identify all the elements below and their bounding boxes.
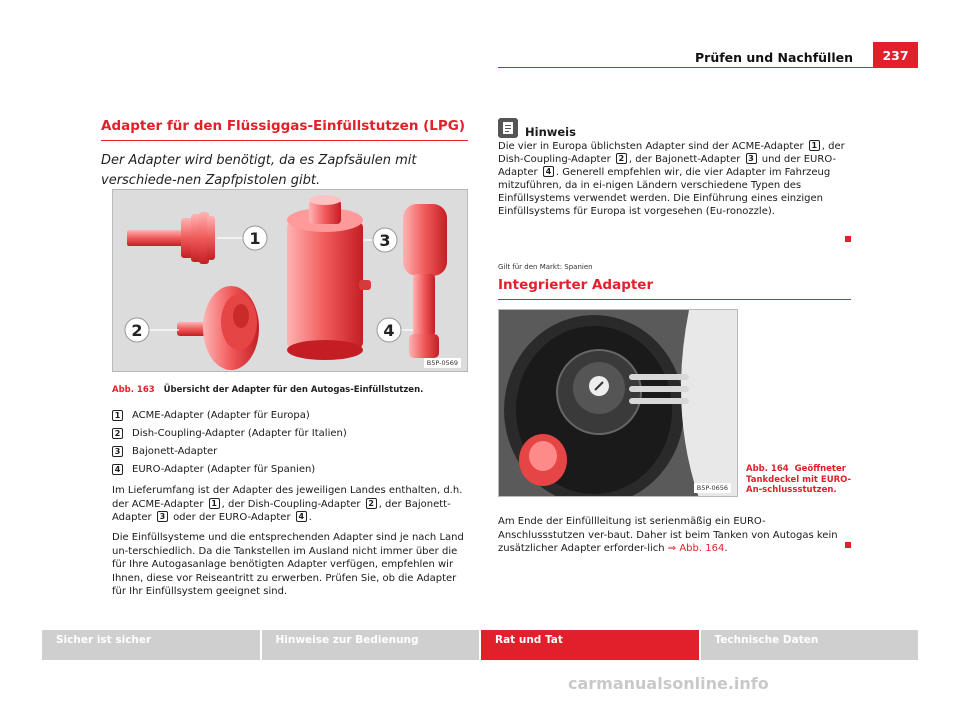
tab-technische-daten[interactable]: Technische Daten bbox=[701, 630, 919, 660]
paragraph-text: , der Bajonett-Adapter bbox=[112, 498, 451, 523]
tab-hinweise-zur-bedienung[interactable]: Hinweise zur Bedienung bbox=[262, 630, 480, 660]
hint-paragraph-text: , der Dish-Coupling-Adapter bbox=[498, 141, 845, 165]
info-hint-icon bbox=[498, 118, 518, 138]
watermark: carmanualsonline.info bbox=[568, 674, 769, 693]
list-item bbox=[112, 460, 468, 478]
fuel-door-illustration bbox=[499, 310, 738, 497]
dish-coupling-adapter-shape bbox=[177, 286, 259, 370]
adapters-illustration bbox=[113, 190, 468, 372]
hint-paragraph-text: Die vier in Europa üblichsten Adapter sind der ACME-Adapter bbox=[498, 141, 804, 152]
paragraph-text: , der Dish-Coupling-Adapter bbox=[221, 498, 361, 510]
figure-163-caption bbox=[112, 385, 468, 395]
inline-ref-badge: 3 bbox=[157, 511, 168, 522]
inline-ref-badge: 2 bbox=[616, 153, 627, 164]
list-item-text: EURO-Adapter (Adapter für Spanien) bbox=[132, 463, 316, 475]
running-title: Prüfen und Nachfüllen bbox=[695, 50, 853, 65]
callout-label-4: 4 bbox=[383, 321, 395, 340]
paragraph-text: . bbox=[308, 512, 312, 523]
paragraph-text: Im Lieferumfang ist der Adapter des jeweiligen Landes enthalten, d.h. der ACME-Adapter bbox=[112, 485, 463, 510]
hint-paragraph-text: und der EURO-Adapter bbox=[498, 154, 837, 178]
paragraph-integrated bbox=[498, 515, 851, 556]
list-number-badge: 2 bbox=[112, 428, 123, 439]
section-end-marker bbox=[845, 236, 851, 242]
section-end-marker bbox=[845, 542, 851, 548]
list-item bbox=[112, 442, 468, 460]
list-item-text: ACME-Adapter (Adapter für Europa) bbox=[132, 409, 310, 421]
lead-text: Der Adapter wird benötigt, da es Zapfsäulen mit verschiede-nen Zapfpistolen gibt. bbox=[101, 153, 417, 188]
list-number-badge: 3 bbox=[112, 446, 123, 457]
figure-164-fuel-door bbox=[498, 309, 738, 497]
page-number: 237 bbox=[873, 42, 918, 68]
callout-label-1: 1 bbox=[249, 229, 261, 248]
hint-paragraph-text: . Generell empfehlen wir, die vier Adapter im Fahrzeug mitzuführen, da in ei-nigen Ländern verschiedene Typen des Einfüllsystems verwendet werden. Die Einführung eines einzigen Einfüllsystems für Europa ist vorgesehen (Eu-ronozzle). bbox=[498, 167, 831, 217]
figure-caption-text: Geöffneter Tankdeckel mit EURO-An-schlussstutzen. bbox=[746, 464, 852, 495]
hint-title: Hinweis bbox=[525, 125, 576, 139]
list-item bbox=[112, 424, 468, 442]
callout-label-3: 3 bbox=[379, 231, 391, 250]
acme-adapter-shape bbox=[127, 212, 215, 264]
figure-code: B5P-0569 bbox=[424, 358, 461, 368]
paragraph-text: . bbox=[724, 543, 728, 554]
inline-ref-badge: 1 bbox=[809, 140, 820, 151]
inline-ref-badge: 4 bbox=[296, 511, 307, 522]
footer-tabs bbox=[42, 630, 918, 660]
header-rule bbox=[498, 67, 918, 68]
list-item bbox=[112, 406, 468, 424]
tab-sicher-ist-sicher[interactable]: Sicher ist sicher bbox=[42, 630, 260, 660]
euro-adapter-shape bbox=[403, 204, 447, 358]
figure-code: B5P-0656 bbox=[694, 483, 731, 493]
figure-number: Abb. 164 bbox=[746, 464, 789, 474]
hint-paragraph-text: , der Bajonett-Adapter bbox=[628, 154, 741, 165]
paragraph-delivery bbox=[112, 484, 468, 525]
inline-ref-badge: 3 bbox=[746, 153, 757, 164]
list-number-badge: 1 bbox=[112, 410, 123, 421]
section-title-adapter: Adapter für den Flüssiggas-Einfüllstutzen (LPG) bbox=[101, 118, 468, 141]
tab-rat-und-tat[interactable]: Rat und Tat bbox=[481, 630, 699, 660]
market-note: Gilt für den Markt: Spanien bbox=[498, 263, 593, 271]
figure-caption-text: Übersicht der Adapter für den Autogas-Einfüllstutzen. bbox=[163, 385, 424, 395]
callout-1 bbox=[217, 226, 267, 250]
figure-164-caption bbox=[746, 464, 856, 496]
adapter-list bbox=[112, 406, 468, 478]
bajonett-adapter-shape bbox=[287, 195, 371, 360]
figure-163-adapters bbox=[112, 189, 468, 372]
hint-text bbox=[498, 140, 851, 218]
figure-number: Abb. 163 bbox=[112, 385, 155, 395]
paragraph-text: Am Ende der Einfüllleitung ist serienmäßig ein EURO-Anschlussstutzen ver-baut. Daher ist beim Tanken von Autogas kein zusätzlicher Adapter erforder-lich bbox=[498, 516, 838, 554]
list-item-text: Dish-Coupling-Adapter (Adapter für Italien) bbox=[132, 427, 347, 439]
callout-2 bbox=[125, 318, 179, 342]
list-number-badge: 4 bbox=[112, 464, 123, 475]
inline-ref-badge: 2 bbox=[366, 498, 377, 509]
inline-ref-badge: 4 bbox=[543, 166, 554, 177]
list-item-text: Bajonett-Adapter bbox=[132, 445, 218, 457]
callout-4 bbox=[377, 318, 413, 342]
section-title-integrated-adapter: Integrierter Adapter bbox=[498, 277, 851, 300]
callout-label-2: 2 bbox=[131, 321, 143, 340]
inline-ref-badge: 1 bbox=[209, 498, 220, 509]
figure-164-link[interactable]: ⇒ Abb. 164 bbox=[667, 543, 725, 554]
paragraph-text: oder der EURO-Adapter bbox=[173, 512, 291, 523]
paragraph-systems: Die Einfüllsysteme und die entsprechenden Adapter sind je nach Land un-terschiedlich. Da die Tankstellen im Ausland nicht immer über die für Ihre Autogasanlage benötigten Adapter verfügen, empfehlen wir Ihnen, diese vor Reiseantritt zu erwerben. Prüfen Sie, ob die Adapter für Ihr Einfüllsystem geeignet sind. bbox=[112, 532, 464, 597]
callout-3 bbox=[363, 228, 397, 252]
left-column bbox=[101, 118, 468, 191]
